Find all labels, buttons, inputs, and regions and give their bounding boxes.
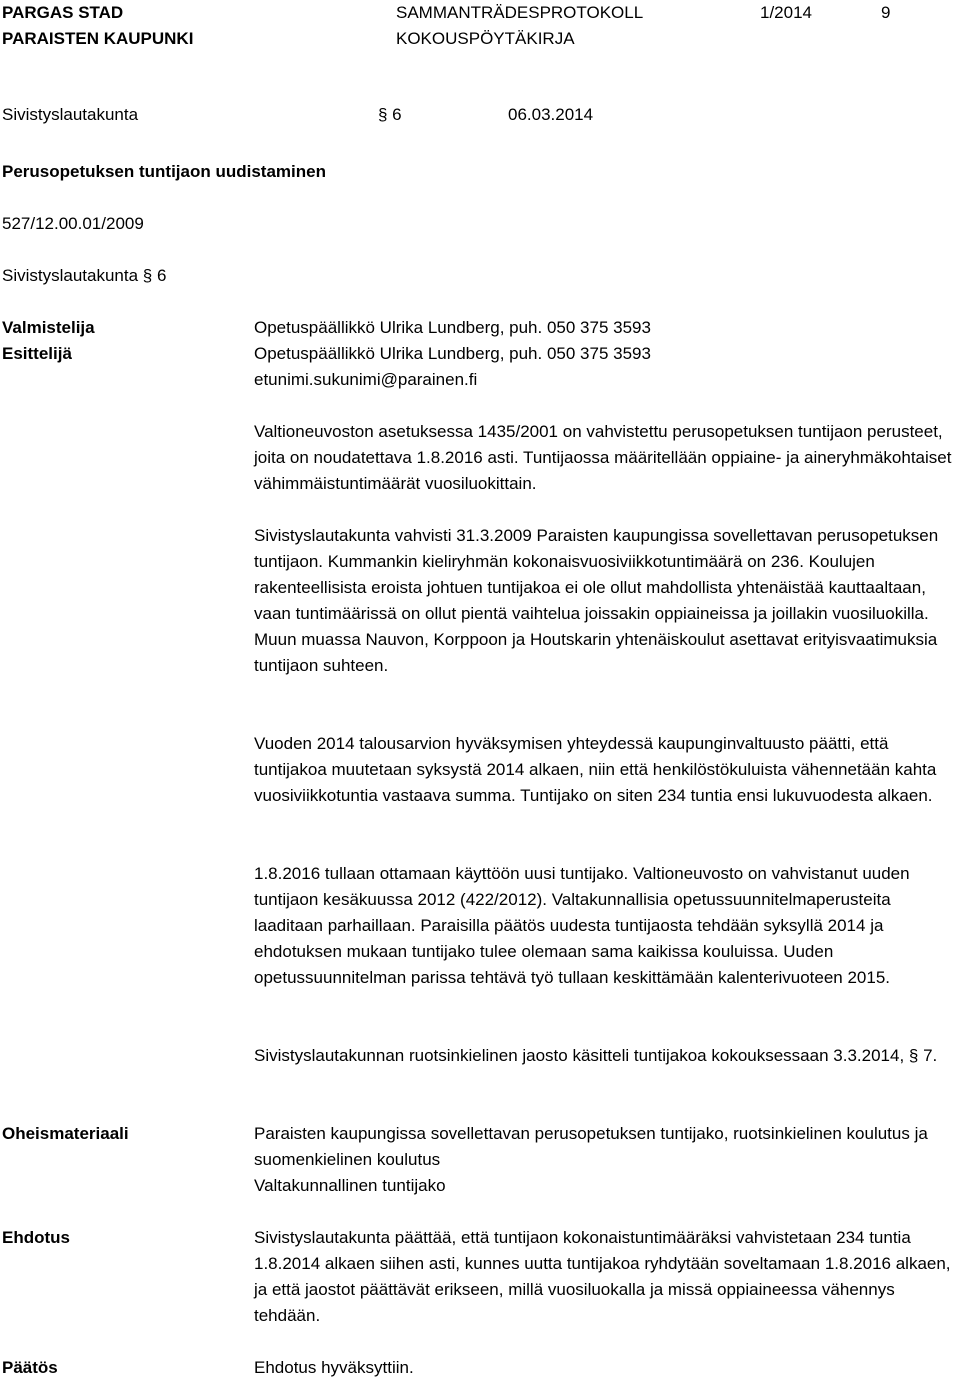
paragraph-decree <box>254 419 958 497</box>
proposal-paragraph: Sivistyslautakunta päättää, että tuntijaon kokonaistuntimääräksi vahvistetaan 234 tuntia 1.8.2014 alkaen siihen asti, kunnes uutta tuntijakoa ryhdytään soveltamaan 1.8.2016 alkaen, ja että jaostot päättävät erikseen, millä vuosiluokalla ja missä oppiaineessa vähennys tehdään. <box>254 1228 951 1325</box>
attachment-item: Valtakunnallinen tuntijako <box>254 1176 446 1195</box>
decision-text <box>254 1355 958 1381</box>
protocol-title-sv: SAMMANTRÄDESPROTOKOLL <box>396 3 644 22</box>
paragraph-text: Sivistyslautakunnan ruotsinkielinen jaosto käsitteli tuntijakoa kokouksessaan 3.3.2014, § 7. <box>254 1046 938 1065</box>
meeting-board: Sivistyslautakunta <box>2 105 139 124</box>
paragraph-budget-2014 <box>254 731 958 809</box>
presenter-email: etunimi.sukunimi@parainen.fi <box>254 370 478 389</box>
preparer-value: Opetuspäällikkö Ulrika Lundberg, puh. 050 375 3593 <box>254 318 651 337</box>
paragraph-text: Valtioneuvoston asetuksessa 1435/2001 on vahvistettu perusopetuksen tuntijaon perusteet, joita on noudatettava 1.8.2016 asti. Tuntijaossa määritellään oppiaine- ja aineryhmäkohtaiset vähimmäistuntimäärät vuosiluokittain. <box>254 422 952 493</box>
decision-paragraph: Ehdotus hyväksyttiin. <box>254 1358 414 1377</box>
paragraph-new-distribution <box>254 861 958 991</box>
attachments-label: Oheismateriaali <box>2 1124 129 1143</box>
page-number: 9 <box>881 3 891 22</box>
attachments-list <box>254 1121 958 1199</box>
attachment-item: Paraisten kaupungissa sovellettavan perusopetuksen tuntijako, ruotsinkielinen koulutus ja suomenkielinen koulutus <box>254 1124 928 1169</box>
protocol-title-fi: KOKOUSPÖYTÄKIRJA <box>396 29 575 48</box>
org-name-sv: PARAISTEN KAUPUNKI <box>2 29 194 48</box>
paragraph-text: 1.8.2016 tullaan ottamaan käyttöön uusi tuntijako. Valtioneuvosto on vahvistanut uuden tuntijaon kesäkuussa 2012 (422/2012). Valtakunnallisia opetussuunnitelmaperusteita laaditaan parhaillaan. Paraisilla päätös uudesta tuntijaosta tehdään syksyllä 2014 ja ehdotuksen mukaan tuntijako tulee olemaan sama kaikissa kouluissa. Uuden opetussuunnitelman parissa tehtävä työ tullaan keskittämään kalenterivuoteen 2015. <box>254 864 910 987</box>
org-name-fi: PARGAS STAD <box>2 3 124 22</box>
proposal-text <box>254 1225 958 1329</box>
proposal-label: Ehdotus <box>2 1228 70 1247</box>
decision-label: Päätös <box>2 1358 58 1377</box>
item-title: Perusopetuksen tuntijaon uudistaminen <box>2 162 326 181</box>
preparer-label: Valmistelija <box>2 318 95 337</box>
item-board-section: Sivistyslautakunta § 6 <box>2 266 167 285</box>
presenter-label: Esittelijä <box>2 344 72 363</box>
presenter-value: Opetuspäällikkö Ulrika Lundberg, puh. 050 375 3593 <box>254 344 651 363</box>
paragraph-swedish-section <box>254 1043 958 1069</box>
paragraph-text: Sivistyslautakunta vahvisti 31.3.2009 Paraisten kaupungissa sovellettavan perusopetuksen tuntijaon. Kummankin kieliryhmän kokonaisvuosiviikkotuntimäärä on 236. Koulujen rakenteellisista eroista johtuen tuntijakoa ei ole ollut mahdollista yhtenäistää kauttaaltaan, vaan tuntimäärissä on ollut pientä vaihtelua joissakin oppiaineissa ja joillakin vuosiluokilla. Muun muassa Nauvon, Korppoon ja Houtskarin yhtenäiskoulut asettavat erityisvaatimuksia tuntijaon suhteen. <box>254 526 939 675</box>
meeting-date: 06.03.2014 <box>508 105 594 124</box>
issue-number: 1/2014 <box>760 3 812 22</box>
meeting-section: § 6 <box>378 105 402 124</box>
paragraph-text: Vuoden 2014 talousarvion hyväksymisen yhteydessä kaupunginvaltuusto päätti, että tuntijakoa muutetaan syksystä 2014 alkaen, niin että henkilöstökuluista vähennetään kahta vuosiviikkotuntia vastaava summa. Tuntijako on siten 234 tuntia ensi lukuvuodesta alkaen. <box>254 734 937 805</box>
paragraph-2009-decision <box>254 523 958 679</box>
item-reference: 527/12.00.01/2009 <box>2 214 144 233</box>
